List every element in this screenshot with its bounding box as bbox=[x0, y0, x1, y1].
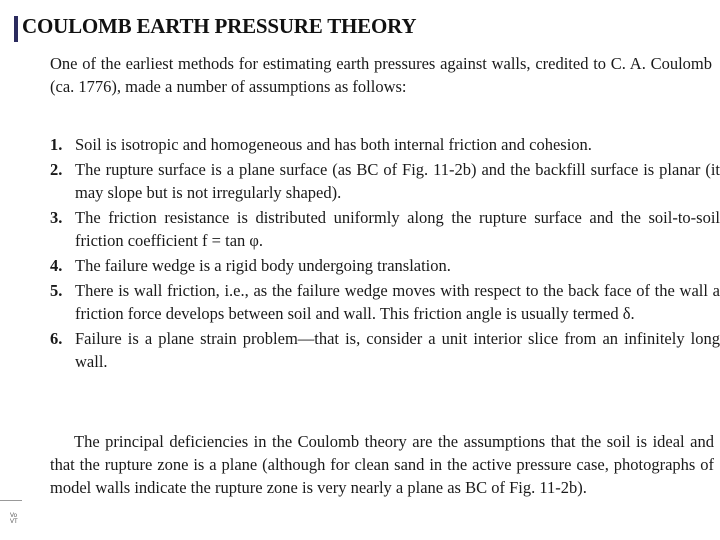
list-item-number: 1. bbox=[50, 135, 63, 154]
assumptions-list bbox=[50, 133, 720, 375]
list-item-text: The failure wedge is a rigid body undergoing translation. bbox=[75, 256, 451, 275]
footer-divider bbox=[0, 500, 22, 501]
list-item bbox=[50, 327, 720, 373]
list-item-number: 4. bbox=[50, 256, 63, 275]
list-item bbox=[50, 158, 720, 204]
page-title: COULOMB EARTH PRESSURE THEORY bbox=[22, 14, 417, 38]
footer-label: Vo VT bbox=[10, 513, 18, 525]
list-item bbox=[50, 206, 720, 252]
list-item-text: The rupture surface is a plane surface (as BC of Fig. 11-2b) and the backfill surface is planar (it may slope but is not irregularly shaped). bbox=[75, 160, 720, 202]
list-item-text: There is wall friction, i.e., as the failure wedge moves with respect to the back face of the wall a friction force develops between soil and wall. This friction angle is usually termed δ. bbox=[75, 281, 720, 323]
intro-paragraph: One of the earliest methods for estimating earth pressures against walls, credited to C. A. Coulomb (ca. 1776), made a number of assumptions as follows: bbox=[50, 54, 712, 96]
title-accent-bar bbox=[14, 16, 18, 42]
list-item-text: Failure is a plane strain problem—that is, consider a unit interior slice from an infinitely long wall. bbox=[75, 329, 720, 371]
list-item bbox=[50, 133, 720, 156]
list-item-text: The friction resistance is distributed uniformly along the rupture surface and the soil-to-soil friction coefficient f = tan φ. bbox=[75, 208, 720, 250]
list-item bbox=[50, 254, 720, 277]
list-item-text: Soil is isotropic and homogeneous and has both internal friction and cohesion. bbox=[75, 135, 592, 154]
list-item-number: 5. bbox=[50, 281, 63, 300]
list-item-number: 2. bbox=[50, 160, 63, 179]
list-item bbox=[50, 279, 720, 325]
list-item-number: 3. bbox=[50, 208, 63, 227]
closing-paragraph: The principal deficiencies in the Coulomb theory are the assumptions that the soil is ideal and that the rupture zone is a plane (although for clean sand in the active pressure case, photographs of model walls indicate the rupture zone is very nearly a plane as BC of Fig. 11-2b). bbox=[50, 432, 714, 497]
list-item-number: 6. bbox=[50, 329, 63, 348]
